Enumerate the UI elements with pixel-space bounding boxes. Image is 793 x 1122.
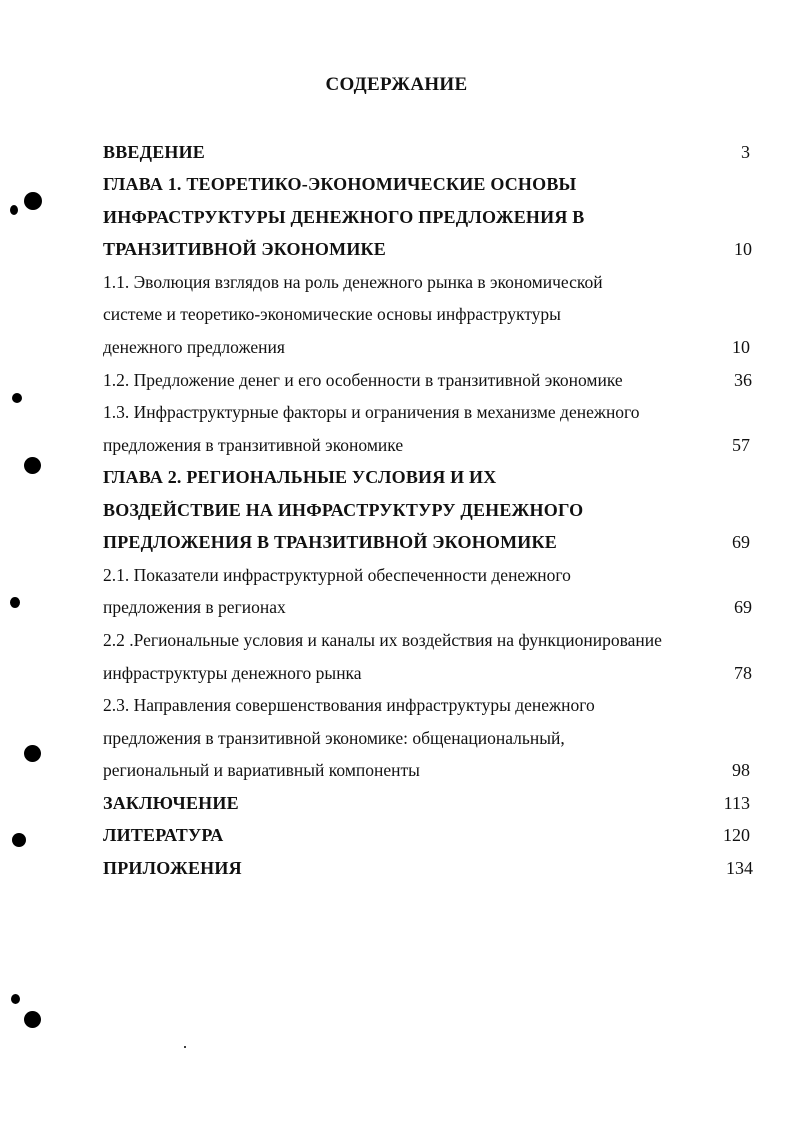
toc-entry-intro: ВВЕДЕНИЕ [103, 142, 206, 162]
toc-chapter2-line2: ВОЗДЕЙСТВИЕ НА ИНФРАСТРУКТУРУ ДЕНЕЖНОГО [103, 500, 584, 520]
punch-hole-mark [10, 205, 18, 215]
toc-page-1-2: 36 [734, 370, 752, 390]
toc-page-2-3: 98 [732, 760, 750, 780]
toc-references: ЛИТЕРАТУРА [103, 825, 224, 845]
toc-section-2-3-line1: 2.3. Направления совершенствования инфраструктуры денежного [103, 695, 595, 715]
toc-section-2-2-line1: 2.2 .Региональные условия и каналы их воздействия на функционирование [103, 630, 662, 650]
toc-section-1-1-line1: 1.1. Эволюция взглядов на роль денежного рынка в экономической [103, 272, 603, 292]
toc-chapter1-line1: ГЛАВА 1. ТЕОРЕТИКО-ЭКОНОМИЧЕСКИЕ ОСНОВЫ [103, 174, 577, 194]
toc-appendices: ПРИЛОЖЕНИЯ [103, 858, 242, 878]
punch-hole-mark [24, 1011, 41, 1028]
toc-section-2-1-line1: 2.1. Показатели инфраструктурной обеспеченности денежного [103, 565, 571, 585]
toc-page-2-1: 69 [734, 597, 752, 617]
punch-hole-mark [11, 994, 20, 1004]
toc-section-1-3-line2: предложения в транзитивной экономике [103, 435, 404, 455]
punch-hole-mark [24, 457, 41, 474]
toc-page-2-2: 78 [734, 663, 752, 683]
punch-hole-mark [12, 833, 26, 847]
toc-section-1-1-line2: системе и теоретико-экономические основы инфраструктуры [103, 304, 561, 324]
toc-page-1-1: 10 [732, 337, 750, 357]
toc-section-2-3-line3: региональный и вариативный компоненты [103, 760, 420, 780]
punch-hole-mark [12, 393, 22, 403]
punch-hole-mark [10, 597, 20, 608]
toc-section-2-2-line2: инфраструктуры денежного рынка [103, 663, 362, 683]
toc-page-intro: 3 [741, 142, 750, 162]
toc-page-references: 120 [723, 825, 750, 845]
page-title: СОДЕРЖАНИЕ [325, 74, 468, 95]
toc-section-1-1-line3: денежного предложения [103, 337, 285, 357]
toc-page-conclusion: 113 [723, 793, 750, 813]
toc-page-appendices: 134 [726, 858, 753, 878]
toc-page-1-3: 57 [732, 435, 750, 455]
speck-mark [184, 1046, 186, 1048]
toc-section-1-3-line1: 1.3. Инфраструктурные факторы и ограничения в механизме денежного [103, 402, 640, 422]
punch-hole-mark [24, 192, 42, 210]
toc-section-2-3-line2: предложения в транзитивной экономике: общенациональный, [103, 728, 565, 748]
toc-chapter1-line3: ТРАНЗИТИВНОЙ ЭКОНОМИКЕ [103, 239, 386, 259]
toc-page-chapter2: 69 [732, 532, 750, 552]
toc-conclusion: ЗАКЛЮЧЕНИЕ [103, 793, 239, 813]
toc-chapter2-line3: ПРЕДЛОЖЕНИЯ В ТРАНЗИТИВНОЙ ЭКОНОМИКЕ [103, 532, 557, 552]
toc-chapter2-line1: ГЛАВА 2. РЕГИОНАЛЬНЫЕ УСЛОВИЯ И ИХ [103, 467, 497, 487]
toc-chapter1-line2: ИНФРАСТРУКТУРЫ ДЕНЕЖНОГО ПРЕДЛОЖЕНИЯ В [103, 207, 585, 227]
toc-page-chapter1: 10 [734, 239, 752, 259]
punch-hole-mark [24, 745, 41, 762]
toc-section-2-1-line2: предложения в регионах [103, 597, 286, 617]
toc-section-1-2: 1.2. Предложение денег и его особенности в транзитивной экономике [103, 370, 623, 390]
